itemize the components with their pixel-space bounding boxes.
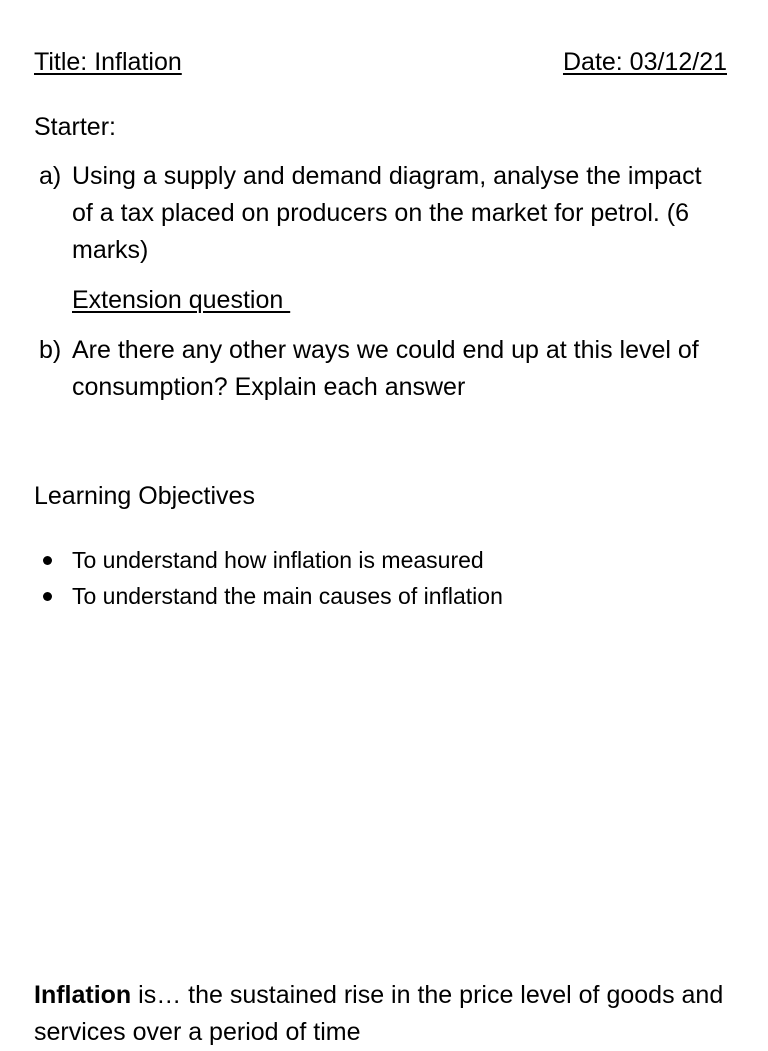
question-a-text: Using a supply and demand diagram, analyse the impact of a tax placed on producers on the market for petrol. (6 marks)	[72, 162, 702, 264]
objective-text: To understand how inflation is measured	[72, 546, 484, 573]
learning-objectives-heading: Learning Objectives	[34, 482, 255, 510]
extension-question-label: Extension question	[72, 286, 291, 314]
learning-objectives-list	[36, 542, 503, 614]
question-a	[39, 158, 729, 269]
question-b-letter: b)	[39, 336, 62, 364]
question-b	[39, 332, 729, 406]
page-title: Title: Inflation	[34, 48, 182, 76]
header-row	[34, 46, 727, 78]
objective-text: To understand the main causes of inflation	[72, 582, 503, 609]
question-b-text: Are there any other ways we could end up at this level of consumption? Explain each answer	[72, 336, 699, 401]
definition-term: Inflation	[34, 981, 132, 1009]
bullet-icon	[43, 556, 52, 565]
definition-text: is… the sustained rise in the price level of goods and services over a period of time	[34, 981, 724, 1046]
bullet-icon	[43, 592, 52, 601]
list-item	[36, 578, 503, 614]
list-item	[36, 542, 503, 578]
question-a-letter: a)	[39, 162, 62, 190]
inflation-definition	[34, 977, 734, 1051]
starter-label: Starter:	[34, 113, 116, 141]
page-date: Date: 03/12/21	[562, 48, 727, 76]
